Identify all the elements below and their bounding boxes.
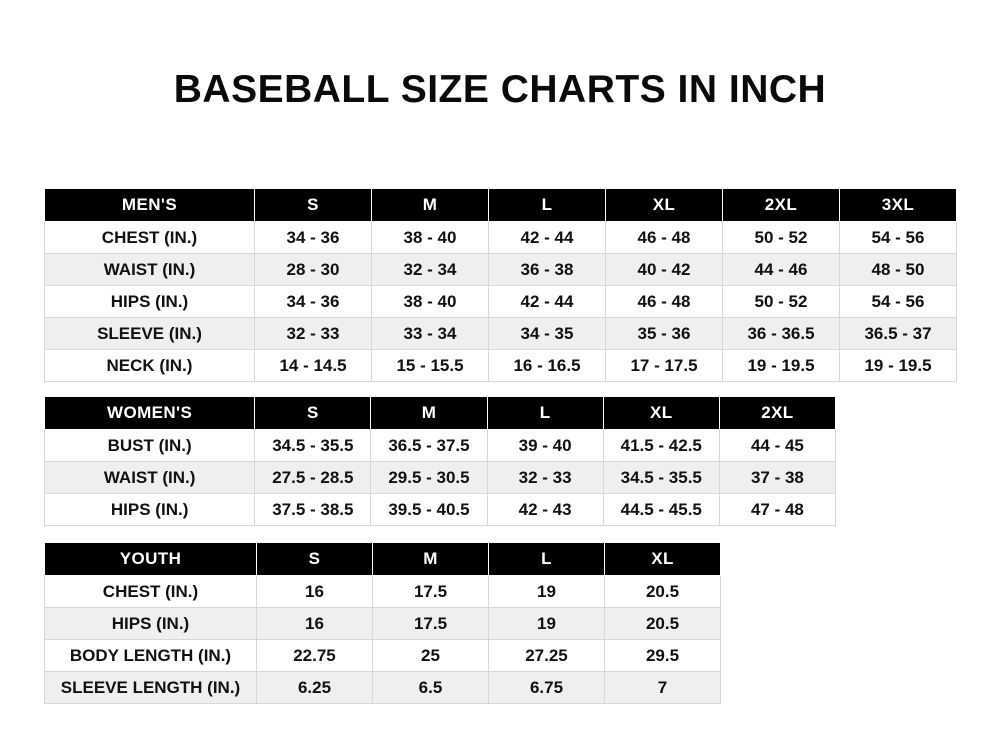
cell: 48 - 50	[840, 254, 957, 286]
column-header-xl: XL	[606, 189, 723, 222]
cell: 17.5	[373, 576, 489, 608]
cell: 20.5	[605, 608, 721, 640]
cell: 54 - 56	[840, 222, 957, 254]
cell: 50 - 52	[723, 286, 840, 318]
column-header-l: L	[489, 189, 606, 222]
cell: 29.5	[605, 640, 721, 672]
cell: 39 - 40	[487, 430, 603, 462]
row-label: HIPS (IN.)	[45, 608, 257, 640]
cell: 6.25	[257, 672, 373, 704]
cell: 22.75	[257, 640, 373, 672]
cell: 46 - 48	[606, 222, 723, 254]
cell: 44.5 - 45.5	[603, 494, 719, 526]
cell: 34 - 35	[489, 318, 606, 350]
cell: 32 - 33	[255, 318, 372, 350]
table-row	[45, 576, 721, 608]
cell: 34 - 36	[255, 286, 372, 318]
table-row	[45, 318, 957, 350]
cell: 6.75	[489, 672, 605, 704]
cell: 6.5	[373, 672, 489, 704]
cell: 19 - 19.5	[840, 350, 957, 382]
cell: 32 - 33	[487, 462, 603, 494]
column-header-s: S	[255, 189, 372, 222]
column-header-2xl: 2XL	[719, 397, 835, 430]
cell: 20.5	[605, 576, 721, 608]
cell: 16	[257, 576, 373, 608]
cell: 17 - 17.5	[606, 350, 723, 382]
cell: 39.5 - 40.5	[371, 494, 487, 526]
row-label: HIPS (IN.)	[45, 286, 255, 318]
cell: 36 - 38	[489, 254, 606, 286]
cell: 44 - 46	[723, 254, 840, 286]
table-header-row	[45, 189, 957, 222]
cell: 38 - 40	[372, 222, 489, 254]
table-header-row	[45, 397, 836, 430]
cell: 54 - 56	[840, 286, 957, 318]
cell: 19 - 19.5	[723, 350, 840, 382]
table-row	[45, 462, 836, 494]
cell: 42 - 44	[489, 286, 606, 318]
cell: 44 - 45	[719, 430, 835, 462]
cell: 7	[605, 672, 721, 704]
cell: 42 - 43	[487, 494, 603, 526]
row-label: SLEEVE LENGTH (IN.)	[45, 672, 257, 704]
cell: 47 - 48	[719, 494, 835, 526]
cell: 37.5 - 38.5	[255, 494, 371, 526]
womens-size-chart	[44, 396, 836, 526]
column-header-category: MEN'S	[45, 189, 255, 222]
mens-size-chart	[44, 188, 957, 382]
table-row	[45, 254, 957, 286]
column-header-category: WOMEN'S	[45, 397, 255, 430]
cell: 42 - 44	[489, 222, 606, 254]
table-row	[45, 640, 721, 672]
cell: 41.5 - 42.5	[603, 430, 719, 462]
column-header-3xl: 3XL	[840, 189, 957, 222]
cell: 25	[373, 640, 489, 672]
row-label: WAIST (IN.)	[45, 462, 255, 494]
column-header-l: L	[487, 397, 603, 430]
column-header-s: S	[255, 397, 371, 430]
cell: 40 - 42	[606, 254, 723, 286]
cell: 28 - 30	[255, 254, 372, 286]
row-label: HIPS (IN.)	[45, 494, 255, 526]
row-label: SLEEVE (IN.)	[45, 318, 255, 350]
column-header-category: YOUTH	[45, 543, 257, 576]
cell: 38 - 40	[372, 286, 489, 318]
column-header-s: S	[257, 543, 373, 576]
column-header-m: M	[372, 189, 489, 222]
table-row	[45, 430, 836, 462]
cell: 16 - 16.5	[489, 350, 606, 382]
column-header-2xl: 2XL	[723, 189, 840, 222]
cell: 34 - 36	[255, 222, 372, 254]
cell: 17.5	[373, 608, 489, 640]
table-row	[45, 672, 721, 704]
table-row	[45, 350, 957, 382]
cell: 36.5 - 37.5	[371, 430, 487, 462]
cell: 50 - 52	[723, 222, 840, 254]
table-row	[45, 222, 957, 254]
table-row	[45, 608, 721, 640]
row-label: WAIST (IN.)	[45, 254, 255, 286]
row-label: CHEST (IN.)	[45, 222, 255, 254]
cell: 29.5 - 30.5	[371, 462, 487, 494]
cell: 34.5 - 35.5	[603, 462, 719, 494]
youth-size-chart	[44, 542, 721, 704]
cell: 19	[489, 608, 605, 640]
table-row	[45, 286, 957, 318]
cell: 37 - 38	[719, 462, 835, 494]
cell: 27.5 - 28.5	[255, 462, 371, 494]
cell: 33 - 34	[372, 318, 489, 350]
column-header-m: M	[371, 397, 487, 430]
cell: 36 - 36.5	[723, 318, 840, 350]
column-header-xl: XL	[605, 543, 721, 576]
cell: 16	[257, 608, 373, 640]
cell: 32 - 34	[372, 254, 489, 286]
cell: 19	[489, 576, 605, 608]
cell: 36.5 - 37	[840, 318, 957, 350]
cell: 46 - 48	[606, 286, 723, 318]
column-header-m: M	[373, 543, 489, 576]
cell: 35 - 36	[606, 318, 723, 350]
cell: 14 - 14.5	[255, 350, 372, 382]
cell: 15 - 15.5	[372, 350, 489, 382]
column-header-xl: XL	[603, 397, 719, 430]
row-label: BODY LENGTH (IN.)	[45, 640, 257, 672]
page-title: BASEBALL SIZE CHARTS IN INCH	[173, 68, 827, 111]
row-label: BUST (IN.)	[45, 430, 255, 462]
row-label: NECK (IN.)	[45, 350, 255, 382]
table-row	[45, 494, 836, 526]
column-header-l: L	[489, 543, 605, 576]
cell: 34.5 - 35.5	[255, 430, 371, 462]
row-label: CHEST (IN.)	[45, 576, 257, 608]
cell: 27.25	[489, 640, 605, 672]
table-header-row	[45, 543, 721, 576]
